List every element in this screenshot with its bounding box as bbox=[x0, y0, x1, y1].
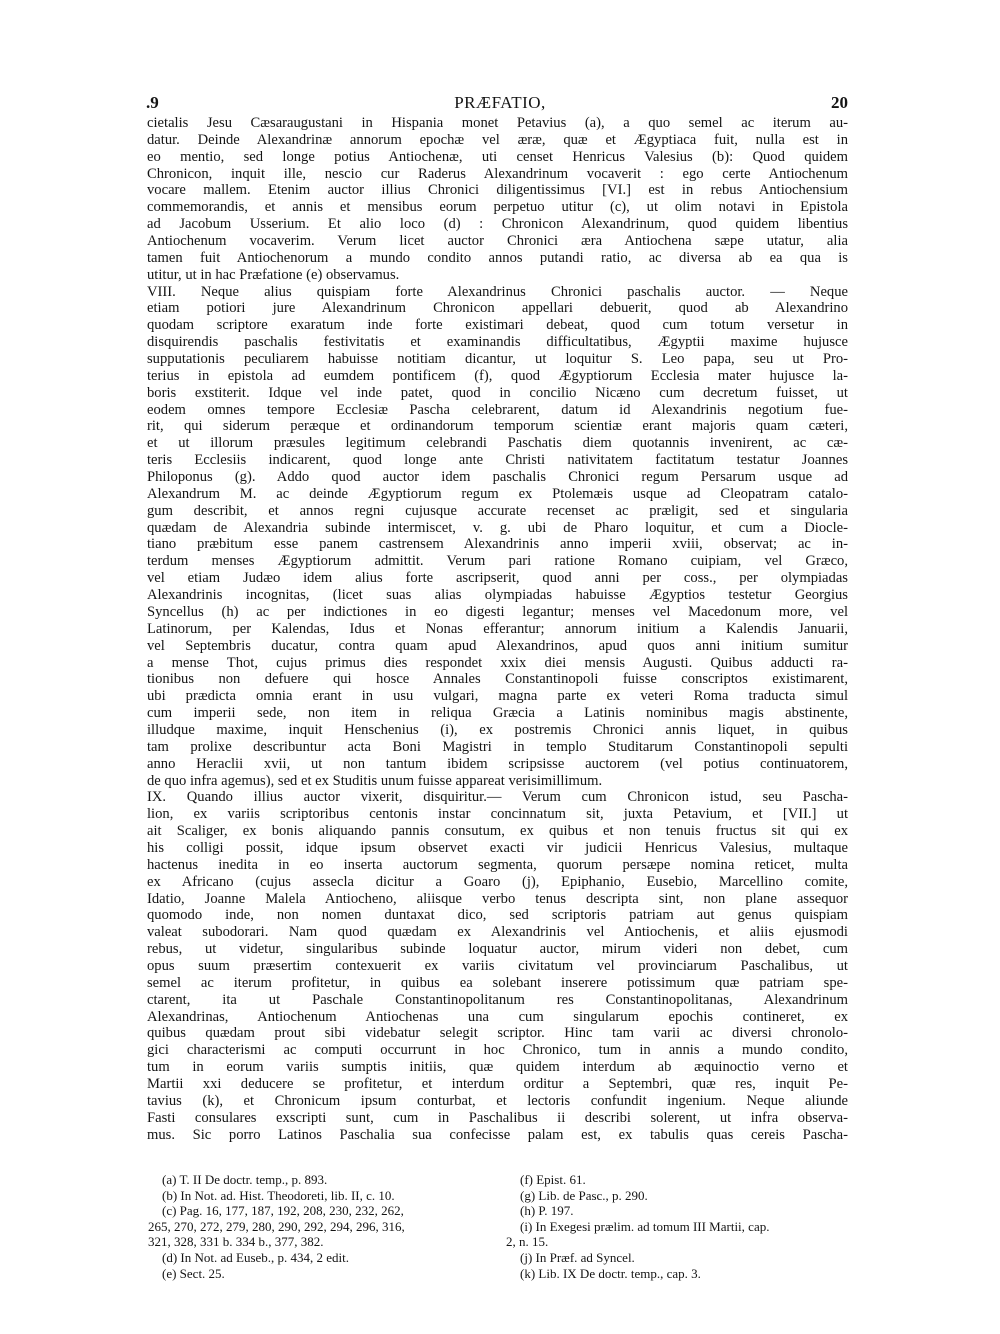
text-line: quibus quædam prout sibi videbatur selegit scriptor. Hinc tam varii ac diversi chronolo- bbox=[147, 1025, 848, 1042]
text-line: terius in epistola ad eumdem pontificem (f), quod Ægyptiorum Ecclesia mater hujusce la- bbox=[147, 367, 848, 384]
text-line: tavius (k), et Chronicum ipsum conturbat, et lectoris confundit ingenium. Neque aliunde bbox=[147, 1092, 848, 1109]
text-line: anno Heraclii xvii, ut non tantum ibidem scripsisse auctorem (vel potius continuatorem, bbox=[147, 755, 848, 772]
text-line: VIII. Neque alius quispiam forte Alexandrinus Chronici paschalis auctor. — Neque bbox=[147, 283, 848, 300]
text-line: semel ac iterum profitetur, in quibus ea solebant inserere potissimum quæ patriam spe- bbox=[147, 974, 848, 991]
text-line: quodam scriptore exaratum inde forte existimari debeat, quod cum totum versetur in bbox=[147, 317, 848, 334]
column-number-left: .9 bbox=[146, 93, 159, 112]
text-line: Martii xxi deducere se profitetur, et interdum orditur a Septembri, quæ res, inquit Pe- bbox=[147, 1075, 848, 1092]
footnote: (c) Pag. 16, 177, 187, 192, 208, 230, 232, 262, bbox=[162, 1203, 404, 1219]
text-line: vel etiam Judæo idem alius forte ascripserit, quod anni per coss., per olympiadas bbox=[147, 570, 848, 587]
text-line: cum imperii sede, non item in reliqua Græcia a Latinis nominibus magis abstinente, bbox=[147, 705, 848, 722]
footnote: (i) In Exegesi prælim. ad tomum III Martii, cap. bbox=[520, 1218, 770, 1234]
text-line: teris Ecclesiis indicarent, quod longe ante Christi nativitatem factitatum testatur Joannes bbox=[147, 452, 848, 469]
text-line: illudque maxime, inquit Henschenius (i), ex postremis Chronici annis liquet, in quibus bbox=[147, 721, 848, 738]
footnote: (h) P. 197. bbox=[520, 1203, 574, 1219]
text-line: quædam de Alexandria subinde intermiscet, v. g. ubi de Pharo loquitur, et cum a Diocle- bbox=[147, 519, 848, 536]
text-line: mus. Sic porro Latinos Paschalia sua confecisse palam est, ex tabulis quas cereis Pascha- bbox=[147, 1126, 848, 1143]
text-line: rit, qui siderum peræque et ordinandorum temporum scientiæ erant majoris quam cæteri, bbox=[147, 418, 848, 435]
text-line: Philoponus (g). Addo quod auctor idem paschalis Chronici regum Persarum usque ad bbox=[147, 469, 848, 486]
text-line: gici characterismi ac computi occurrunt in hoc Chronico, tum in annis a mundo condito, bbox=[147, 1042, 848, 1059]
text-line: etiam potiori jure Alexandrinum Chronicon appellari debuerit, quod ab Alexandrino bbox=[147, 300, 848, 317]
text-line: eo mentio, sed longe potius Antiochenæ, uti censet Henricus Valesius (b): Quod quidem bbox=[147, 148, 848, 165]
text-line: datur. Deinde Alexandrinæ annorum epochæ vel æræ, quæ et Ægyptiaca fuit, nulla est in bbox=[147, 131, 848, 148]
footnotes-left-column bbox=[148, 1172, 493, 1281]
text-line: vel Septembris ducatur, contra quam apud Alexandrinos, apud quos anni initium sumitur bbox=[147, 637, 848, 654]
footnote: (e) Sect. 25. bbox=[162, 1265, 225, 1281]
text-line: IX. Quando illius auctor vixerit, disquiritur.— Verum cum Chronicon istud, seu Pascha- bbox=[147, 789, 848, 806]
text-line: quomodo inde, non nomen duntaxat dico, sed scriptoris patriam aut genus quispiam bbox=[147, 907, 848, 924]
footnote: (j) In Præf. ad Syncel. bbox=[520, 1249, 635, 1265]
main-text bbox=[147, 115, 848, 1143]
footnote: (d) In Not. ad Euseb., p. 434, 2 edit. bbox=[162, 1249, 350, 1265]
text-line: terdum menses Ægyptiorum admittit. Verum pari ratione Romano cuipiam, vel Græco, bbox=[147, 553, 848, 570]
text-line: Fasti consulares exscripti sunt, cum in Paschalibus ii describi solerent, ut infra observa- bbox=[147, 1109, 848, 1126]
text-line: de quo infra agemus), sed et ex Studitis unum fuisse appareat verisimillimum. bbox=[147, 772, 603, 789]
text-line: gum describit, et annos regni cujusque accurate recenset ac præligit, sed et singularia bbox=[147, 502, 848, 519]
text-line: ctarent, ita ut Paschale Constantinopolitanum res Constantinopolitanas, Alexandrinum bbox=[147, 991, 848, 1008]
text-line: opus suum præsertim contexuerit ex variis civitatum vel provinciarum Paschalibus, ut bbox=[147, 957, 848, 974]
text-line: boris exstiterit. Idque vel inde patet, quod in concilio Nicæno cum decretum fuisset, ut bbox=[147, 384, 848, 401]
column-number-right: 20 bbox=[831, 93, 848, 112]
text-line: ubi prædicta omnia erant in usu vulgari, magna parte ex veteri Roma traducta simul bbox=[147, 688, 848, 705]
footnote: 265, 270, 272, 279, 280, 290, 292, 294, 296, 316, bbox=[148, 1218, 405, 1234]
text-line: disquirendis paschalis festivitatis et examinandis difficultatibus, Ægyptii maxime hujusce bbox=[147, 334, 848, 351]
text-line: vocare mallem. Etenim auctor illius Chronici diligentissimus [VI.] est in rebus Antiochensium bbox=[147, 182, 848, 199]
text-line: cietalis Jesu Cæsaraugustani in Hispania monet Petavius (a), a quo semel ac iterum au- bbox=[147, 115, 848, 131]
text-line: ait Scaliger, ex bonis aliquando pannis consutum, ex quibus et non tenuis fructus sit qui ex bbox=[147, 823, 848, 840]
text-line: Alexandrum M. ac deinde Ægyptiorum regum ex Ptolemæis usque ad Cleopatram catalo- bbox=[147, 485, 848, 502]
text-line: ex Africano (cujus assecla dicitur a Goaro (j), Epiphanio, Eusebio, Marcellino comite, bbox=[147, 873, 848, 890]
footnote: (g) Lib. de Pasc., p. 290. bbox=[520, 1187, 648, 1203]
text-line: his colligi possit, idque ipsum observet exacti vir judicii Henricus Valesius, multaque bbox=[147, 839, 848, 856]
text-line: tam prolixe describuntur acta Boni Magistri in templo Studitarum Constantinopoli sepulti bbox=[147, 738, 848, 755]
footnote: 321, 328, 331 b. 334 b., 377, 382. bbox=[148, 1234, 324, 1250]
text-line: a mense Thot, cujus primus dies respondet xxix diei mensis Augusti. Quibus adducti ra- bbox=[147, 654, 848, 671]
text-line: supputationis peculiarem habuisse notitiam dicantur, ut loquitur S. Leo papa, seu ut Pro- bbox=[147, 351, 848, 368]
text-line: utitur, ut in hac Præfatione (e) observamus. bbox=[147, 266, 400, 283]
footnote: 2, n. 15. bbox=[506, 1234, 549, 1250]
text-line: lion, ex variis scriptoribus centonis instar concinnatum sit, juxta Petavium, et [VII.] ut bbox=[147, 806, 848, 823]
text-line: Chronicon, inquit ille, nescio cur Raderus Alexandrinum vocaverit : ego certe Antiochenum bbox=[147, 165, 848, 182]
text-line: Alexandrinas, Antiochenum Antiochenas una cum singularum epochis contineret, ex bbox=[147, 1008, 848, 1025]
text-line: tum in eorum variis sumptis initiis, quæ quidem interdum ab æquinoctio verno et bbox=[147, 1059, 848, 1076]
text-line: valeat subodorari. Nam quod quædam ex Alexandrinis vel Antiochenis, et aliis ejusmodi bbox=[147, 924, 848, 941]
text-line: et ut illorum præsules legitimum celebrandi Paschatis diem quotannis invenirent, ac cæ- bbox=[147, 435, 848, 452]
text-line: tionibus non defuere qui hosce Annales Constantinopoli fuisse conscriptos existimarent, bbox=[147, 671, 848, 688]
text-line: tiano præbitum esse panem castrensem Alexandrinis anno imperii xviii, observat; ac in- bbox=[147, 536, 848, 553]
text-line: Latinorum, per Kalendas, Idus et Nonas efferantur; annorum initium a Kalendis Januarii, bbox=[147, 620, 848, 637]
text-line: tamen fuit Antiochenorum a mundo condito annos putandi ratio, ac diversa ab ea qua is bbox=[147, 249, 848, 266]
text-line: commemorandis, et annis et mensibus eorum perpetuo utitur (c), ut olim notavi in Epistola bbox=[147, 199, 848, 216]
running-title: PRÆFATIO, bbox=[454, 93, 546, 112]
footnote: (a) T. II De doctr. temp., p. 893. bbox=[162, 1172, 328, 1187]
text-line: rebus, ut videtur, singularibus subinde loquatur auctor, mirum videri non debet, cum bbox=[147, 941, 848, 958]
text-line: ad Jacobum Usserium. Et alio loco (d) : Chronicon Alexandrinum, quod quidem libentius bbox=[147, 216, 848, 233]
text-line: Idatio, Joanne Malela Antiocheno, aliisque verbo tenus descripta sint, non plane assequor bbox=[147, 890, 848, 907]
footnotes-right-column bbox=[506, 1172, 851, 1281]
footnote: (k) Lib. IX De doctr. temp., cap. 3. bbox=[520, 1265, 701, 1281]
footnote: (b) In Not. ad. Hist. Theodoreti, lib. II, c. 10. bbox=[162, 1187, 395, 1203]
footnote: (f) Epist. 61. bbox=[520, 1172, 586, 1187]
text-line: Alexandrinis incognitas, (licet suas alias olympiadas habuisse Ægyptios testetur Georgius bbox=[147, 587, 848, 604]
text-line: Antiochenum vocaverim. Verum licet auctor Chronici æra Antiochena sæpe utatur, alia bbox=[147, 233, 848, 250]
text-line: Syncellus (h) ac per indictiones in eo digesti legantur; menses vel Macedonum more, vel bbox=[147, 603, 848, 620]
text-line: hactenus inedita in eo inserta auctorum segmenta, quorum persæpe nomina reticet, multa bbox=[147, 856, 848, 873]
text-line: eodem omnes tempore Ecclesiæ Pascha celebrarent, datum id Alexandrinis negotium fue- bbox=[147, 401, 848, 418]
